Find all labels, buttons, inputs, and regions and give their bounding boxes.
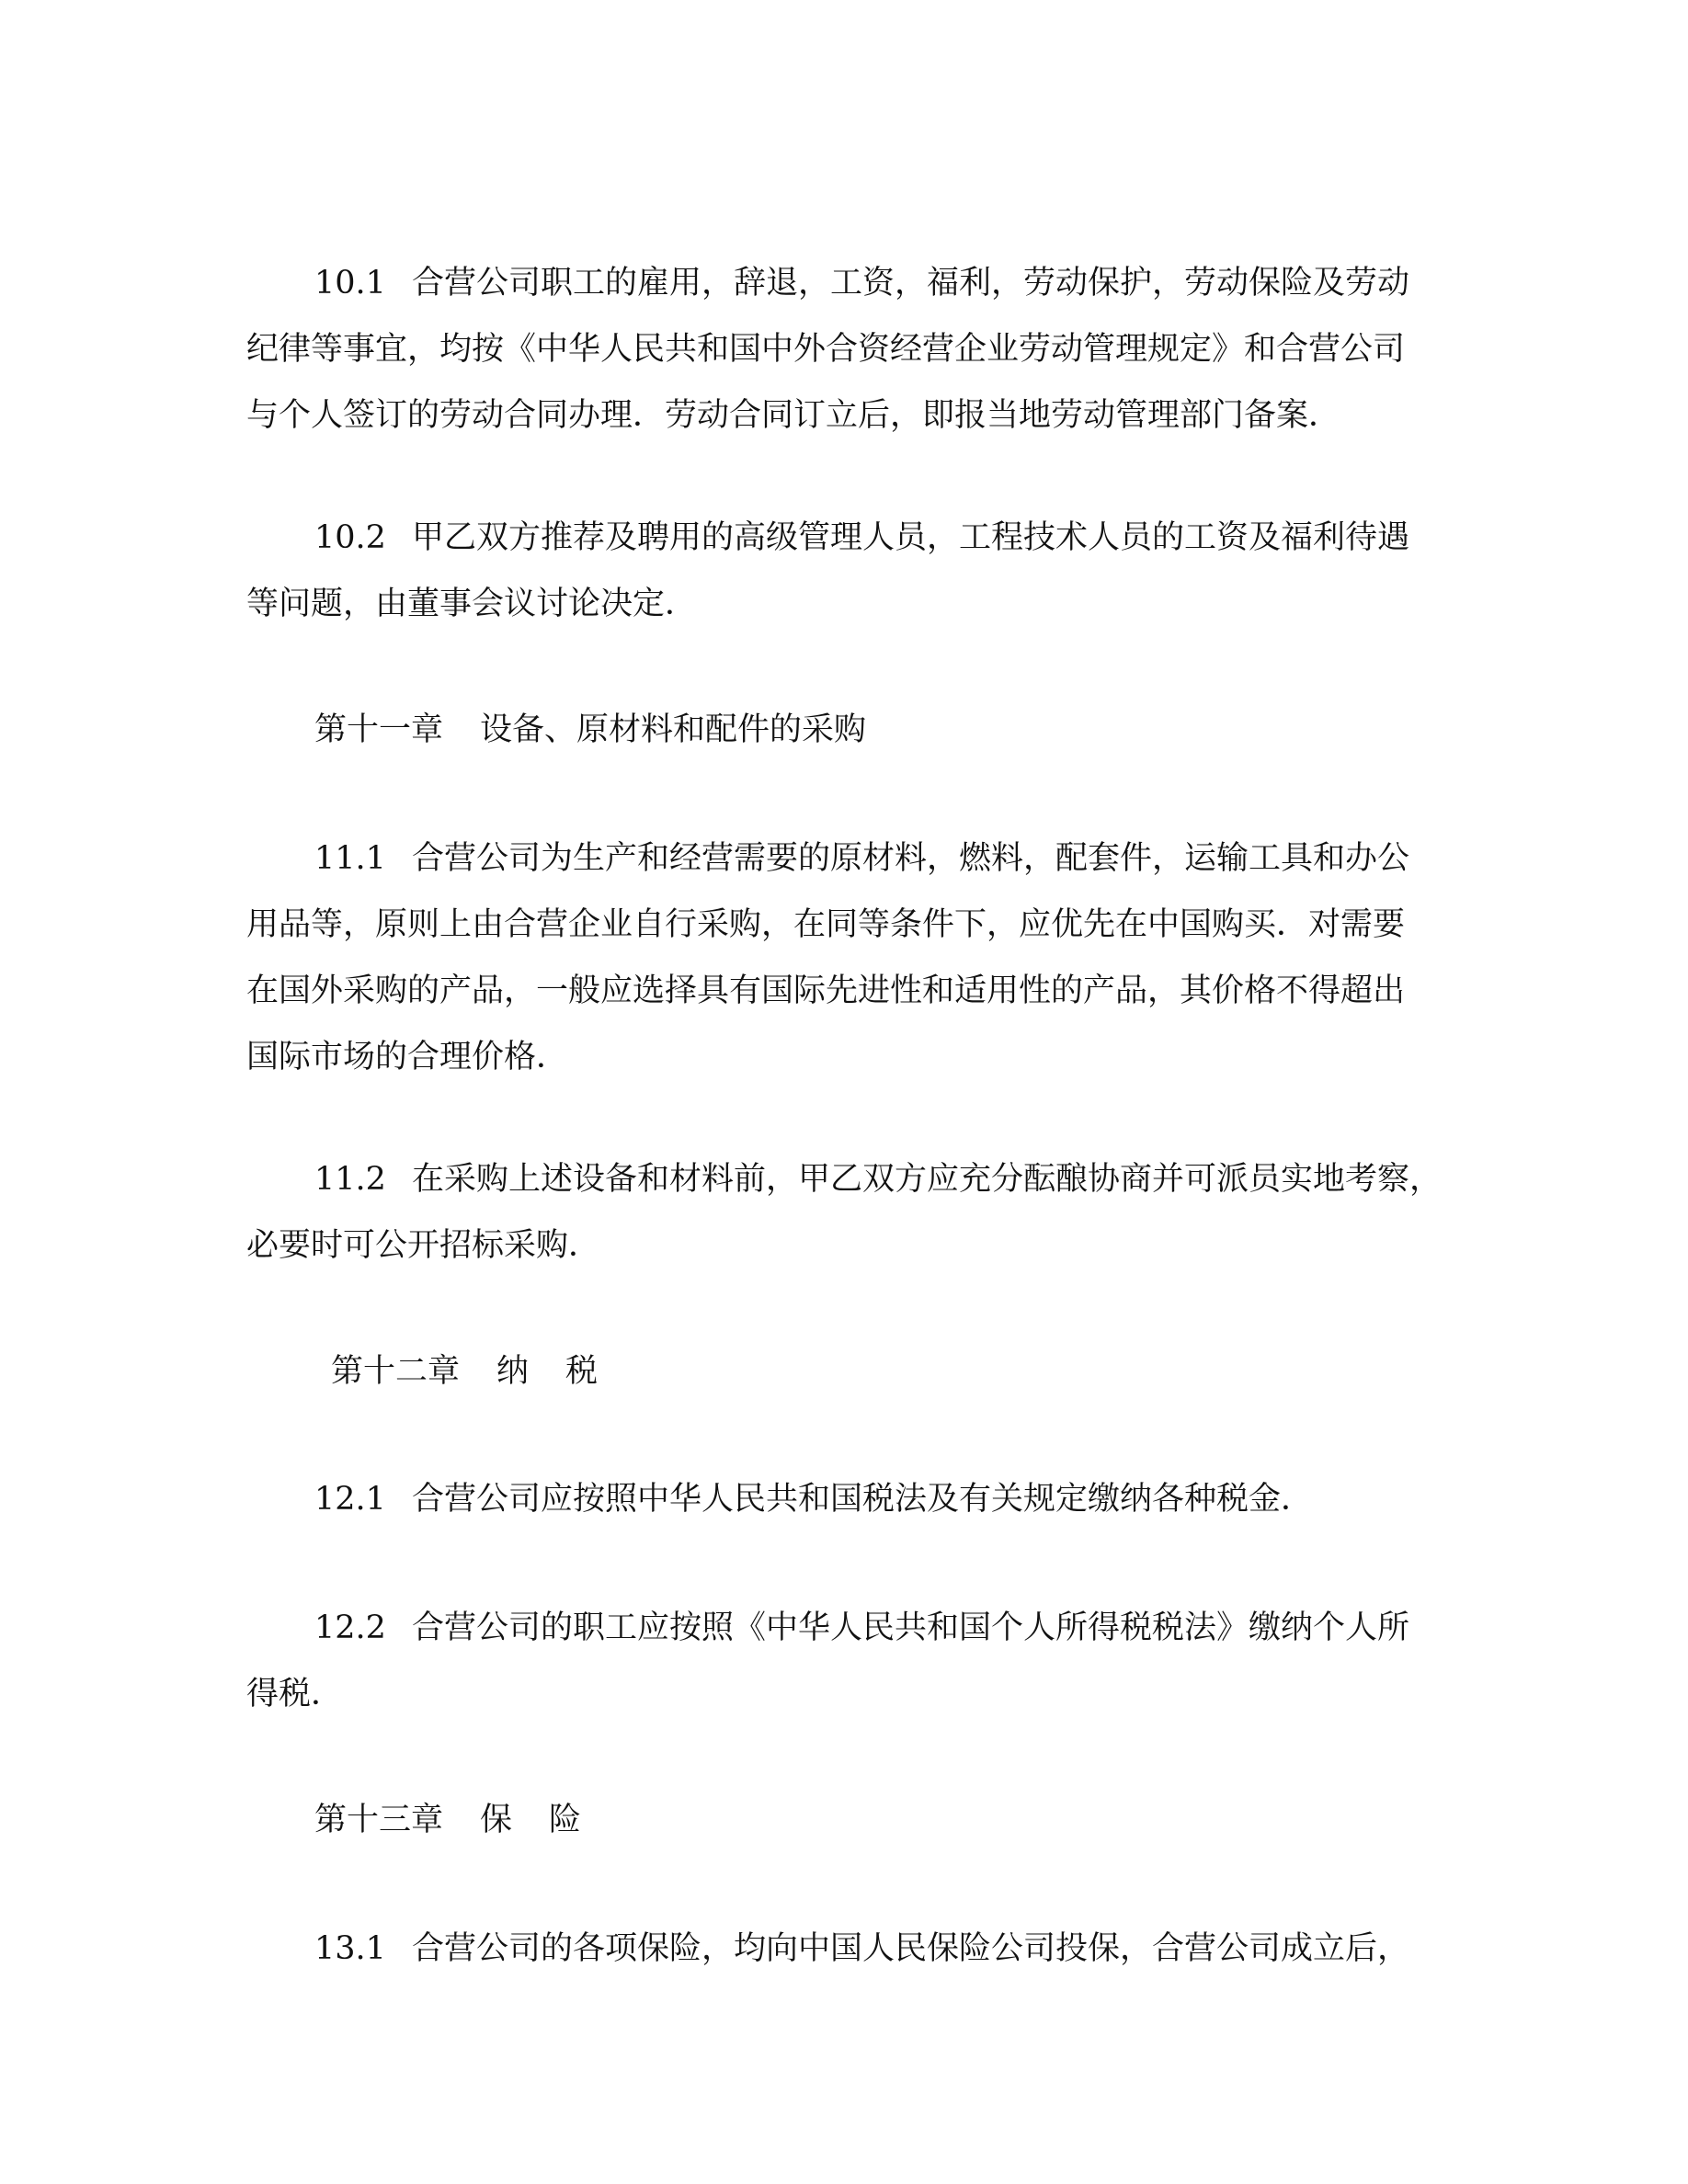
paragraph-line [246,1146,1443,1212]
chapter-title: 第十二章 [331,1353,461,1390]
paragraph-line: 纪律等事宜，均按《中华人民共和国中外合资经营企业劳动管理规定》和合营公司 [246,331,1406,368]
chapter-subtitle-char: 险 [549,1802,582,1838]
paragraph-text: 在采购上述设备和材料前，甲乙双方应充分酝酿协商并可派员实地考察， [412,1161,1443,1198]
paragraph-line: 等问题，由董事会议讨论决定． [246,586,698,622]
chapter-heading-line [246,1338,1437,1405]
paragraph-text: 合营公司职工的雇用，辞退，工资，福利，劳动保护，劳动保险及劳动 [412,265,1410,301]
paragraph-line [246,1466,1437,1532]
chapter-heading-line [246,697,1437,763]
paragraph-text: 合营公司的各项保险，均向中国人民保险公司投保，合营公司成立后， [412,1930,1410,1967]
paragraph-text: 甲乙双方推荐及聘用的高级管理人员，工程技术人员的工资及福利待遇 [412,519,1410,556]
clause-number: 11.2 [314,1161,386,1198]
paragraph-10-1 [246,250,1437,449]
clause-number: 10.2 [314,519,386,556]
paragraph-text: 合营公司为生产和经营需要的原材料，燃料，配套件，运输工具和办公 [412,840,1410,877]
paragraph-10-2 [246,505,1437,637]
paragraph-line [246,505,1437,571]
paragraph-text: 合营公司应按照中华人民共和国税法及有关规定缴纳各种税金． [412,1481,1314,1518]
paragraph-line: 国际市场的合理价格． [246,1039,569,1075]
paragraph-11-2 [246,1146,1443,1279]
paragraph-12-2 [246,1595,1437,1727]
paragraph-line: 得税． [246,1676,344,1712]
chapter-subtitle-char: 纳 [496,1353,530,1390]
chapter-11-heading [246,697,1437,763]
clause-number: 10.1 [314,265,386,301]
chapter-title: 第十一章 [314,711,444,748]
paragraph-13-1 [246,1916,1437,1982]
paragraph-line [246,825,1437,892]
paragraph-line: 与个人签订的劳动合同办理．劳动合同订立后，即报当地劳动管理部门备案． [246,397,1341,434]
chapter-title: 第十三章 [314,1802,444,1838]
chapter-heading-line [246,1787,1437,1853]
clause-number: 13.1 [314,1930,386,1967]
chapter-12-heading [246,1338,1437,1405]
clause-number: 12.1 [314,1481,386,1518]
chapter-subtitle-char: 税 [565,1353,599,1390]
paragraph-line: 在国外采购的产品，一般应选择具有国际先进性和适用性的产品，其价格不得超出 [246,973,1406,1009]
paragraph-line: 用品等，原则上由合营企业自行采购，在同等条件下，应优先在中国购买．对需要 [246,906,1406,943]
chapter-13-heading [246,1787,1437,1853]
paragraph-line [246,1595,1437,1661]
clause-number: 12.2 [314,1610,386,1646]
paragraph-line [246,250,1437,316]
paragraph-line [246,1916,1437,1982]
paragraph-line: 必要时可公开招标采购． [246,1227,601,1264]
paragraph-11-1 [246,825,1437,1090]
chapter-subtitle-char: 保 [480,1802,513,1838]
clause-number: 11.1 [314,840,386,877]
paragraph-text: 合营公司的职工应按照《中华人民共和国个人所得税税法》缴纳个人所 [412,1610,1410,1646]
paragraph-12-1 [246,1466,1437,1532]
chapter-subtitle: 设备、原材料和配件的采购 [480,711,867,748]
